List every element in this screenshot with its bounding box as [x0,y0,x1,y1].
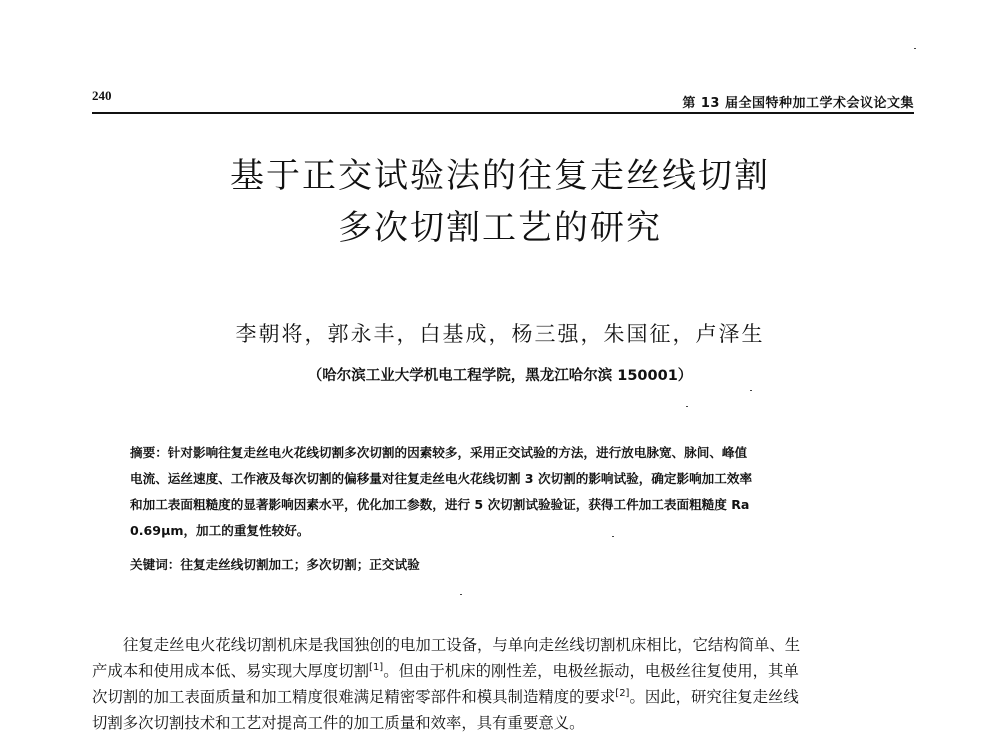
keywords-text: 往复走丝线切割加工；多次切割；正交试验 [180,557,420,572]
abstract [130,440,880,544]
scan-speck [686,406,688,407]
body-line-3-a: 次切割的加工表面质量和加工精度很难满足精密零部件和模具制造精度的要求 [92,688,616,706]
body-line-3-b: 。因此，研究往复走丝线 [629,688,799,706]
scan-speck [460,594,462,595]
keywords [130,554,420,573]
paper-title-line-1: 基于正交试验法的往复走丝线切割 [230,156,770,196]
body-line-2 [92,658,914,684]
body-paragraph [92,632,914,736]
abstract-line-2: 电流、运丝速度、工作液及每次切割的偏移量对往复走丝电火花线切割 3 次切割的影响试验，确定影响加工效率 [130,471,753,486]
abstract-line-4: 0.69μm，加工的重复性较好。 [130,523,310,538]
abstract-label: 摘要： [130,445,168,460]
citation-2: [2] [615,687,630,699]
scan-speck [750,390,752,391]
page-header [92,86,914,114]
abstract-text-1: 针对影响往复走丝电火花线切割多次切割的因素较多，采用正交试验的方法，进行放电脉宽、脉间、峰值 [167,445,748,460]
running-head: 第 13 届全国特种加工学术会议论文集 [682,96,914,111]
body-line-2-b: 。但由于机床的刚性差，电极丝振动，电极丝往复使用，其单 [383,662,799,680]
scan-speck [612,536,614,537]
page-number: 240 [92,88,112,103]
citation-1: [1] [369,661,384,673]
body-line-4: 切割多次切割技术和工艺对提高工件的加工质量和效率，具有重要意义。 [92,714,585,732]
scan-speck [914,48,916,49]
affiliation: （哈尔滨工业大学机电工程学院，黑龙江哈尔滨 150001） [307,368,693,384]
body-line-2-a: 产成本和使用成本低、易实现大厚度切割 [92,662,370,680]
body-line-1: 往复走丝电火花线切割机床是我国独创的电加工设备，与单向走丝线切割机床相比，它结构简单、生 [123,636,801,654]
body-line-3 [92,684,914,710]
abstract-line-3: 和加工表面粗糙度的显著影响因素水平，优化加工参数，进行 5 次切割试验验证，获得工件加工表面粗糙度 Ra [130,497,750,512]
paper-title-line-2: 多次切割工艺的研究 [338,208,662,248]
author-list: 李朝将，郭永丰，白基成，杨三强，朱国征，卢泽生 [235,322,765,346]
keywords-label: 关键词： [130,557,181,572]
abstract-line-1 [130,440,880,466]
